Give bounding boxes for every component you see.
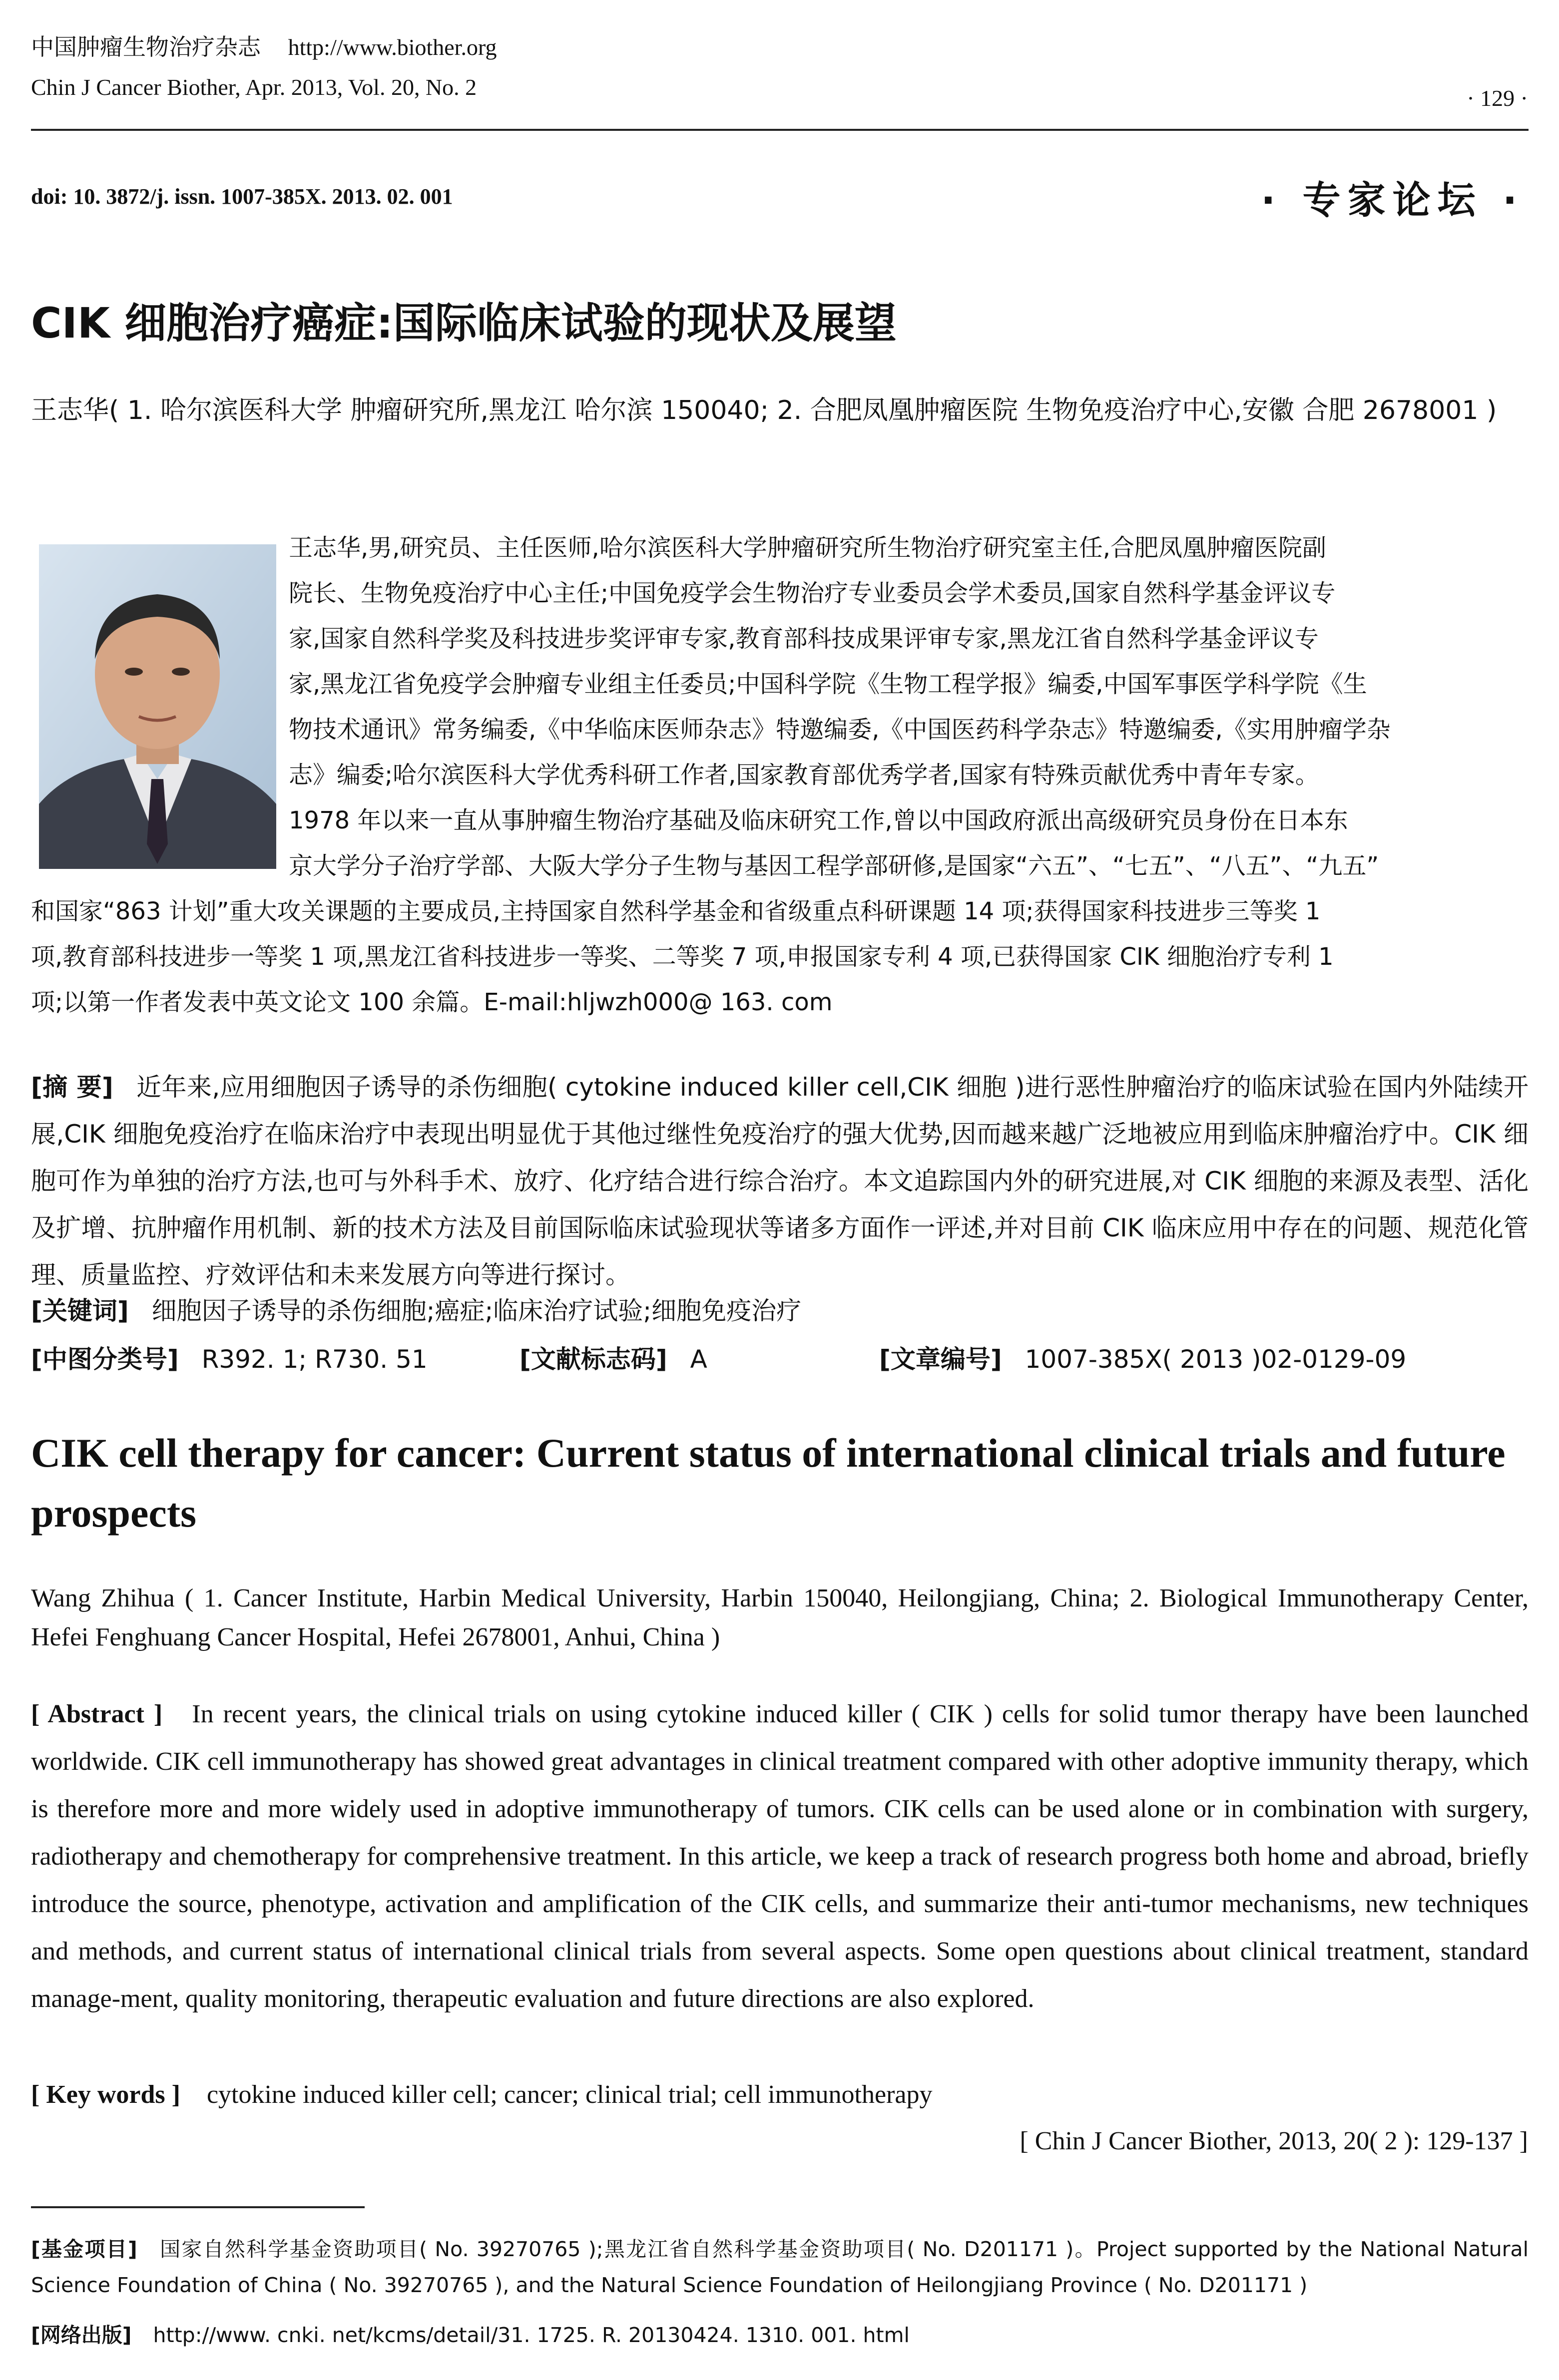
column-label: · 专家论坛 ·: [1261, 178, 1524, 222]
footnote-online: [31, 2317, 910, 2353]
bio-line: 京大学分子治疗学部、大阪大学分子生物与基因工程学部研修,是国家“六五”、“七五”、“八五”、“九五”: [289, 852, 1379, 880]
keywords-en-text: cytokine induced killer cell; cancer; clinical trial; cell immunotherapy: [206, 2080, 933, 2109]
online-label: [网络出版]: [31, 2323, 132, 2347]
doc-code-value: A: [690, 1345, 707, 1374]
journal-name-cn: 中国肿瘤生物治疗杂志: [31, 33, 261, 60]
fund-text: 国家自然科学基金资助项目( No. 39270765 );黑龙江省自然科学基金资助项目( No. D201171 )。Project supported by the National Natural Science Foundation of China ( No. 39270765 ), and the Natural Science Foundation of Heilongjiang Province ( No. D201171 ): [31, 2237, 1529, 2297]
keywords-cn-text: 细胞因子诱导的杀伤细胞;癌症;临床治疗试验;细胞免疫治疗: [151, 1296, 802, 1325]
bio-line: 家,黑龙江省免疫学会肿瘤专业组主任委员;中国科学院《生物工程学报》编委,中国军事医学科学院《生: [289, 670, 1367, 698]
abstract-en: [31, 1690, 1529, 2022]
doc-code-label: [文献标志码]: [520, 1345, 667, 1374]
page-number: · 129 ·: [1467, 85, 1528, 111]
author-bio-full: [31, 889, 1529, 1025]
keywords-cn-label: [关键词]: [31, 1296, 129, 1325]
article-number: [879, 1336, 1406, 1383]
title-cn: CIK 细胞治疗癌症:国际临床试验的现状及展望: [31, 299, 897, 348]
fund-label: [基金项目]: [31, 2237, 137, 2261]
journal-url[interactable]: http://www.biother.org: [288, 34, 497, 60]
bio-line: 1978 年以来一直从事肿瘤生物治疗基础及临床研究工作,曾以中国政府派出高级研究员身份在日本东: [289, 806, 1348, 834]
abstract-cn-label: [摘 要]: [31, 1073, 113, 1102]
clc-value: R392. 1; R730. 51: [201, 1345, 428, 1374]
bio-line: 项;以第一作者发表中英文论文 100 余篇。E-mail:hljwzh000@ 163. com: [31, 988, 833, 1016]
abstract-cn: [31, 1064, 1529, 1298]
author-bio-wrapped: [289, 525, 1529, 889]
citation-en: [ Chin J Cancer Biother, 2013, 20( 2 ): 129-137 ]: [1020, 2127, 1528, 2155]
header-rule: [31, 129, 1529, 131]
clc-label: [中图分类号]: [31, 1345, 179, 1374]
journal-citation-line: Chin J Cancer Biother, Apr. 2013, Vol. 20, No. 2: [31, 74, 477, 100]
bio-line: 物技术通讯》常务编委,《中华临床医师杂志》特邀编委,《中国医药科学杂志》特邀编委,《实用肿瘤学杂: [289, 716, 1391, 744]
bio-line: 项,教育部科技进步一等奖 1 项,黑龙江省科技进步一等奖、二等奖 7 项,申报国家专利 4 项,已获得国家 CIK 细胞治疗专利 1: [31, 943, 1334, 971]
keywords-en: [31, 2071, 932, 2118]
bio-line: 王志华,男,研究员、主任医师,哈尔滨医科大学肿瘤研究所生物治疗研究室主任,合肥凤凰肿瘤医院副: [289, 534, 1327, 562]
clc-number: [31, 1336, 428, 1383]
article-number-label: [文章编号]: [879, 1345, 1002, 1374]
bio-line: 院长、生物免疫治疗中心主任;中国免疫学会生物治疗专业委员会学术委员,国家自然科学基金评议专: [289, 579, 1336, 607]
abstract-en-label: [ Abstract ]: [31, 1700, 163, 1728]
footnote-rule: [31, 2206, 365, 2208]
journal-header: [31, 29, 497, 62]
footnote-fund: [31, 2231, 1529, 2303]
abstract-cn-text: 近年来,应用细胞因子诱导的杀伤细胞( cytokine induced killer cell,CIK 细胞 )进行恶性肿瘤治疗的临床试验在国内外陆续开展,CIK 细胞免疫治疗在临床治疗中表现出明显优于其他过继性免疫治疗的强大优势,因而越来越广泛地被应用到临床肿瘤治疗中。CIK 细胞可作为单独的治疗方法,也可与外科手术、放疗、化疗结合进行综合治疗。本文追踪国内外的研究进展,对 CIK 细胞的来源及表型、活化及扩增、抗肿瘤作用机制、新的技术方法及目前国际临床试验现状等诸多方面作一评述,并对目前 CIK 临床应用中存在的问题、规范化管理、质量监控、疗效评估和未来发展方向等进行探讨。: [31, 1073, 1529, 1289]
keywords-en-label: [ Key words ]: [31, 2080, 180, 2109]
keywords-cn: [31, 1287, 1529, 1334]
title-en: CIK cell therapy for cancer: Current status of international clinical trials and future prospects: [31, 1430, 1506, 1536]
document-code: [520, 1336, 707, 1383]
bio-line: 和国家“863 计划”重大攻关课题的主要成员,主持国家自然科学基金和省级重点科研课题 14 项;获得国家科技进步三等奖 1: [31, 897, 1321, 925]
author-photo: [39, 544, 276, 869]
bio-line: 家,国家自然科学奖及科技进步奖评审专家,教育部科技成果评审专家,黑龙江省自然科学基金评议专: [289, 625, 1319, 653]
doi[interactable]: doi: 10. 3872/j. issn. 1007-385X. 2013. 02. 001: [31, 184, 453, 209]
online-url[interactable]: http://www. cnki. net/kcms/detail/31. 1725. R. 20130424. 1310. 001. html: [153, 2323, 910, 2347]
author-affiliation-cn: 王志华( 1. 哈尔滨医科大学 肿瘤研究所,黑龙江 哈尔滨 150040; 2. 合肥凤凰肿瘤医院 生物免疫治疗中心,安徽 合肥 2678001 ): [31, 396, 1497, 425]
article-number-value: 1007-385X( 2013 )02-0129-09: [1025, 1345, 1407, 1374]
bio-line: 志》编委;哈尔滨医科大学优秀科研工作者,国家教育部优秀学者,国家有特殊贡献优秀中青年专家。: [289, 761, 1319, 789]
abstract-en-text: In recent years, the clinical trials on using cytokine induced killer ( CIK ) cells for solid tumor therapy have been launched worldwide. CIK cell immunotherapy has showed great advantages in clinical treatment compared with other adoptive immunity therapy, which is therefore more and more widely used in adoptive immunotherapy of tumors. CIK cells can be used alone or in combination with surgery, radiotherapy and chemotherapy for comprehensive treatment. In this article, we keep a track of research progress both home and abroad, briefly introduce the source, phenotype, activation and amplification of the CIK cells, and summarize their anti-tumor mechanisms, new techniques and methods, and current status of international clinical trials from several aspects. Some open questions about clinical treatment, standard manage-ment, quality monitoring, therapeutic evaluation and future directions are also explored.: [31, 1700, 1529, 2013]
author-affiliation-en: Wang Zhihua ( 1. Cancer Institute, Harbin Medical University, Harbin 150040, Heilongjiang, China; 2. Biological Immunotherapy Center, Hefei Fenghuang Cancer Hospital, Hefei 2678001, Anhui, China ): [31, 1584, 1529, 1651]
author-portrait-image: [39, 544, 276, 869]
